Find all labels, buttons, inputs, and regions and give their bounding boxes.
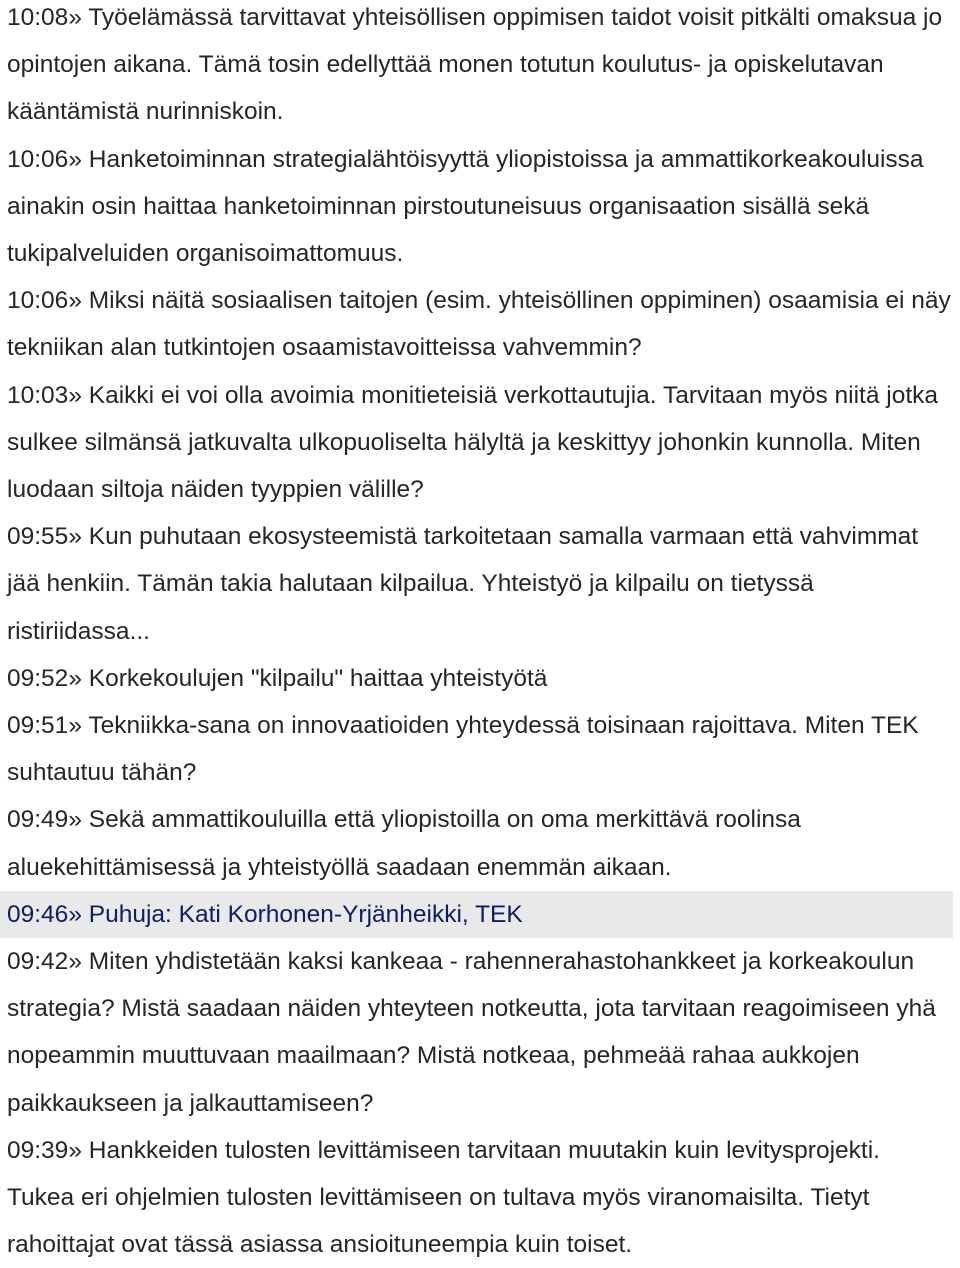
feed-entry [0,136,953,278]
entry-separator: » [68,948,89,976]
entry-separator: » [68,4,89,31]
entry-text: Korkekoulujen "kilpailu" haittaa yhteistyötä [88,664,548,692]
entry-separator: » [68,712,89,740]
entry-separator: » [68,523,89,551]
feed-entry [0,513,953,655]
entry-separator: » [68,664,89,692]
feed-entry [0,702,953,796]
entry-time: 09:51 [7,712,69,740]
entry-text: Miksi näitä sosiaalisen taitojen (esim. yhteisöllinen oppiminen) osaamisia ei näy tekniikan alan tutkintojen osaamistavoitteissa vahvemmin? [7,287,951,362]
entry-time: 09:55 [7,523,69,551]
entry-text: Kun puhutaan ekosysteemistä tarkoitetaan samalla varmaan että vahvimmat jää henkiin. Tämän takia halutaan kilpailua. Yhteistyö ja kilpailu on tietyssä ristiriidassa... [7,523,919,645]
entry-time: 09:42 [7,948,69,976]
entry-text: Miten yhdistetään kaksi kankeaa - rahennerahastohankkeet ja korkeakoulun strategia? Mistä saadaan näiden yhteyteen notkeutta, jota tarvitaan reagoimiseen yhä nopeammin muuttuvaan maailmaan? Mistä notkeaa, pehmeää rahaa aukkojen paikkaukseen ja jalkauttamiseen? [7,948,936,1117]
feed-entry [0,372,953,514]
entry-time: 10:06 [7,145,69,173]
entry-separator: » [68,145,89,173]
entry-time: 10:06 [7,287,69,315]
entry-text: Sekä ammattikouluilla että yliopistoilla on oma merkittävä roolinsa aluekehittämisessä ja yhteistyöllä saadaan enemmän aikaan. [7,806,801,881]
feed-entry [0,655,953,702]
entry-separator: » [68,1136,89,1164]
entry-time: 09:39 [7,1136,69,1164]
feed-entry-highlighted [0,891,953,938]
entry-text: Puhuja: Kati Korhonen-Yrjänheikki, TEK [88,900,523,928]
entry-time: 09:46 [7,900,69,928]
feed-entry [0,1127,953,1268]
entry-time: 10:03 [7,381,69,409]
entry-time: 09:49 [7,806,69,834]
entry-separator: » [68,381,89,409]
entry-time: 10:08 [7,4,69,31]
entry-time: 09:52 [7,664,69,692]
feed-entry [0,796,953,890]
entry-separator: » [68,806,89,834]
entry-text: Hanketoiminnan strategialähtöisyyttä yliopistoissa ja ammattikorkeakouluissa ainakin osin haittaa hanketoiminnan pirstoutuneisuus organisaation sisällä sekä tukipalveluiden organisoimattomuus. [7,145,924,268]
entry-text: Kaikki ei voi olla avoimia monitieteisiä verkottautujia. Tarvitaan myös niitä jotka sulkee silmänsä jatkuvalta ulkopuoliselta hälyltä ja keskittyy johonkin kunnolla. Miten luodaan siltoja näiden tyyppien välille? [7,381,939,504]
feed-entry [0,277,953,371]
entry-text: Työelämässä tarvittavat yhteisöllisen oppimisen taidot voisit pitkälti omaksua jo opintojen aikana. Tämä tosin edellyttää monen totutun koulutus- ja opiskelutavan kääntämistä nurinniskoin. [7,4,943,126]
feed-entry [0,938,953,1127]
entry-text: Hankkeiden tulosten levittämiseen tarvitaan muutakin kuin levitysprojekti. Tukea eri ohjelmien tulosten levittämiseen on tultava myös viranomaisilta. Tietyt rahoittajat ovat tässä asiassa ansioituneempia kuin toiset. [7,1136,880,1259]
entry-separator: » [68,287,89,315]
feed-entry [0,0,953,136]
entry-separator: » [68,900,89,928]
entry-text: Tekniikka-sana on innovaatioiden yhteydessä toisinaan rajoittava. Miten TEK suhtautuu tähän? [7,712,919,787]
